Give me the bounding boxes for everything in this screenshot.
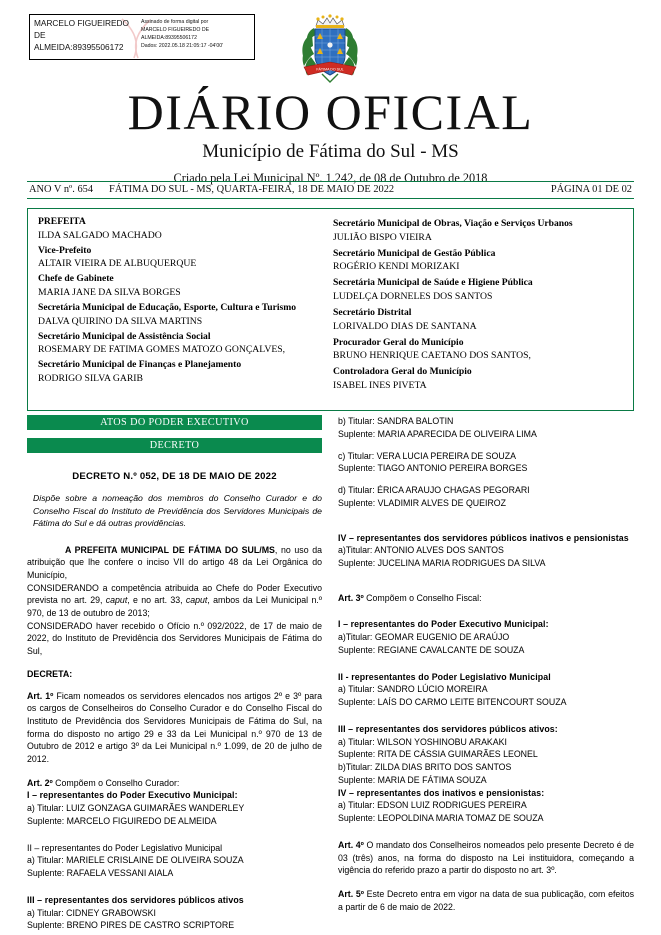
- art1-label: Art. 1º: [27, 690, 54, 701]
- art4-text: O mandato dos Conselheiros nomeados pelo presente Decreto é de 03 (três) anos, na forma do disposto na Lei instituidora, começando a vigência do referido prazo a partir do disposto no art. 3º.: [338, 839, 635, 876]
- curador-group3-cont-line: Suplente: VLADIMIR ALVES DE QUEIROZ: [338, 497, 507, 508]
- decree-preamble: [27, 544, 322, 582]
- signature-box: [29, 14, 255, 60]
- decree-art1: [27, 690, 322, 766]
- curador-group3-cont-line: Suplente: MARIA APARECIDA DE OLIVEIRA LIMA: [338, 428, 537, 439]
- curador-group2-header: II – representantes do Poder Legislativo Municipal: [27, 842, 223, 853]
- decree-art3: [338, 592, 634, 605]
- fiscal-group2-header: II - representantes do Poder Legislativo Municipal: [338, 671, 551, 682]
- curador-group1-line: Suplente: MARCELO FIGUIREDO DE ALMEIDA: [27, 815, 217, 826]
- official-name: ROGÉRIO KENDI MORIZAKI: [333, 261, 460, 273]
- considerando-1-post: , ambos da Lei Municipal n.º 970, de 13 de outubro de 2013;: [27, 595, 322, 619]
- body-column-left: [27, 415, 322, 931]
- curador-group3-cont-line: b) Titular: SANDRA BALOTIN: [338, 416, 454, 426]
- considerando-1-pre: CONSIDERANDO a competência atribuida ao Chefe do Poder Executivo prevista no art. 29,: [27, 582, 322, 606]
- official-role: Controladora Geral do Município: [333, 366, 472, 378]
- fiscal-group4-line: a) Titular: EDSON LUIZ RODRIGUES PEREIRA: [338, 800, 527, 811]
- official-role: Chefe de Gabinete: [38, 273, 114, 285]
- fiscal-group4-header: IV – representantes dos inativos e pensionistas:: [338, 787, 545, 798]
- decree-considerando-1: [27, 582, 322, 620]
- masthead: [0, 86, 661, 186]
- officials-column-right: [327, 213, 633, 410]
- official-role: Secretário Municipal de Finanças e Planejamento: [38, 359, 242, 371]
- curador-group4-line: Suplente: JUCELINA MARIA RODRIGUES DA SILVA: [338, 558, 546, 568]
- decree-art2: [27, 777, 322, 790]
- official-name: ALTAIR VIEIRA DE ALBUQUERQUE: [38, 258, 197, 270]
- masthead-subtitle: Município de Fátima do Sul - MS: [202, 141, 459, 162]
- curador-group3-line: Suplente: BRENO PIRES DE CASTRO SCRIPTORE: [27, 920, 235, 931]
- official-role: Secretário Municipal de Assistência Social: [38, 330, 211, 342]
- official-role: Secretária Municipal de Educação, Esporte, Cultura e Turismo: [38, 302, 297, 314]
- issue-info-bar: [27, 181, 634, 199]
- signature-detail-line-2: MARCELO FIGUEIREDO DE: [141, 27, 210, 34]
- fiscal-group2-line: a) Titular: SANDRO LÚCIO MOREIRA: [338, 684, 488, 695]
- curador-group1-line: a) Titular: LUIZ GONZAGA GUIMARÃES WANDERLEY: [27, 803, 245, 814]
- signature-name-line-1: MARCELO FIGUEIREDO: [34, 18, 129, 28]
- issue-date-line: FÁTIMA DO SUL - MS, QUARTA-FEIRA, 18 DE MAIO DE 2022: [109, 184, 395, 195]
- svg-text:FÁTIMA DO SUL: FÁTIMA DO SUL: [316, 67, 344, 72]
- curador-group3-cont-line: d) Titular: ÉRICA ARAUJO CHAGAS PEGORARI: [338, 485, 530, 495]
- decreta-label: DECRETA:: [27, 668, 73, 679]
- official-name: LUDELÇA DORNELES DOS SANTOS: [333, 290, 493, 302]
- art3-text: Compõem o Conselho Fiscal:: [363, 592, 482, 603]
- considerando-1-caput-1: caput: [105, 595, 128, 606]
- signature-detail-line-3: ALMEIDA:89395506172: [141, 35, 197, 42]
- signature-name: [30, 15, 138, 59]
- curador-group3-cont-line: Suplente: TIAGO ANTONIO PEREIRA BORGES: [338, 463, 528, 474]
- fiscal-group4-line: Suplente: LEOPOLDINA MARIA TOMAZ DE SOUZA: [338, 813, 544, 824]
- signature-details: [138, 15, 254, 59]
- fiscal-group3-line: Suplente: RITA DE CÁSSIA GUIMARÃES LEONEL: [338, 749, 538, 760]
- signature-detail-line-4: Dados: 2022.05.18 21:05:17 -04'00': [141, 43, 224, 50]
- curador-group2-line: Suplente: RAFAELA VESSANI AIALA: [27, 868, 174, 879]
- decree-ementa: Dispõe sobre a nomeação dos membros do Conselho Curador e do Conselho Fiscal do Instituto de Previdência dos Servidores Municipais de Fátima do Sul e dá outras providências.: [33, 493, 322, 529]
- signature-name-line-2: DE: [34, 30, 46, 41]
- art4-label: Art. 4º: [338, 839, 364, 850]
- officials-box: [27, 208, 634, 411]
- art2-text: Compõem o Conselho Curador:: [52, 777, 180, 788]
- body-columns: [27, 415, 635, 931]
- art1-text: Ficam nomeados os servidores elencados nos artigos 2º e 3º para os cargos de Conselheiros do Conselho Curador e do Conselho Fiscal do Instituto de Previdência dos Servidores Municipais de Fátima do Sul, na forma do disposto no artigo 29 e 33 da Lei Municipal n.º 970 de 13 de Outubro de 2012 e artigo 3º da Lei Municipal n.º 1.099, de 20 de julho de 2012.: [27, 690, 322, 765]
- decree-considerando-2: CONSIDERADO haver recebido o Ofício n.º 092/2022, de 17 de maio de 2022, do Instituto de Previdência dos Servidores Municipais de Fátima do Sul,: [27, 620, 322, 657]
- body-column-right: [338, 415, 634, 915]
- curador-group3-line: a) Titular: CIDNEY GRABOWSKI: [27, 907, 156, 918]
- fiscal-group3-line: Suplente: MARIA DE FÁTIMA SOUZA: [338, 774, 487, 785]
- banner-atos-poder-executivo: ATOS DO PODER EXECUTIVO: [27, 415, 322, 430]
- official-name: ROSEMARY DE FATIMA GOMES MATOZO GONÇALVES,: [38, 344, 286, 356]
- signature-detail-line-1: Assinado de forma digital por: [141, 19, 209, 25]
- fiscal-group1-line: a)Titular: GEOMAR EUGENIO DE ARAÚJO: [338, 632, 510, 643]
- curador-group4-header: IV – representantes dos servidores públicos inativos e pensionistas: [338, 532, 629, 543]
- page-title: DIÁRIO OFICIAL: [127, 84, 534, 140]
- considerando-1-caput-2: caput: [185, 595, 208, 606]
- curador-group3-cont-line: c) Titular: VERA LUCIA PEREIRA DE SOUZA: [338, 450, 516, 461]
- decree-title: DECRETO N.º 052, DE 18 DE MAIO DE 2022: [72, 471, 277, 482]
- fiscal-group1-header: I – representantes do Poder Executivo Municipal:: [338, 619, 549, 630]
- official-role: Secretário Municipal de Gestão Pública: [333, 247, 496, 259]
- art3-label: Art. 3º: [338, 592, 364, 603]
- official-role: Secretária Municipal de Saúde e Higiene Pública: [333, 277, 533, 289]
- issue-year-number: ANO V nº. 654: [29, 184, 94, 195]
- art5-label: Art. 5º: [338, 888, 364, 899]
- considerando-1-mid: , e no art. 33,: [127, 595, 186, 606]
- fiscal-group2-line: Suplente: LAÍS DO CARMO LEITE BITENCOURT SOUZA: [338, 697, 567, 708]
- curador-group1-header: I – representantes do Poder Executivo Municipal:: [27, 790, 238, 801]
- art2-label: Art. 2º: [27, 777, 53, 788]
- official-role: Procurador Geral do Município: [333, 336, 464, 348]
- official-name: JULIÃO BISPO VIEIRA: [333, 231, 432, 243]
- official-name: BRUNO HENRIQUE CAETANO DOS SANTOS,: [333, 350, 531, 362]
- official-name: LORIVALDO DIAS DE SANTANA: [333, 320, 477, 332]
- official-role: Secretário Distrital: [333, 307, 412, 319]
- official-name: RODRIGO SILVA GARIB: [38, 372, 143, 384]
- decree-art4: [338, 839, 634, 877]
- curador-group2-line: a) Titular: MARIELE CRISLAINE DE OLIVEIRA SOUZA: [27, 855, 244, 866]
- art5-text: Este Decreto entra em vigor na data de sua publicação, com efeitos a partir de 6 de maio de 2022.: [338, 888, 634, 912]
- official-role: Secretário Municipal de Obras, Viação e Serviços Urbanos: [333, 218, 573, 229]
- preamble-rest: , no uso da atribuição que lhe confere o inciso VII do artigo 48 da Lei Orgânica do Município,: [27, 544, 322, 581]
- fiscal-group3-line: a) Titular: WILSON YOSHINOBU ARAKAKI: [338, 736, 507, 747]
- officials-column-left: [28, 213, 327, 410]
- decree-art5: [338, 888, 634, 913]
- fiscal-group3-header: III – representantes dos servidores públicos ativos:: [338, 723, 558, 734]
- coat-of-arms-icon: [296, 12, 364, 88]
- curador-group3-header: III – representantes dos servidores públicos ativos: [27, 894, 244, 905]
- digital-signature-block: [29, 14, 255, 60]
- official-name: ILDA SALGADO MACHADO: [38, 229, 162, 241]
- official-name: MARIA JANE DA SILVA BORGES: [38, 286, 181, 298]
- official-name: ISABEL INES PIVETA: [333, 379, 427, 391]
- masthead-law-line: Criado pela Lei Municipal Nº. 1.242, de 08 de Outubro de 2018: [173, 170, 488, 185]
- curador-group4-line: a)Titular: ANTONIO ALVES DOS SANTOS: [338, 545, 504, 556]
- preamble-lead: A PREFEITA MUNICIPAL DE FÁTIMA DO SUL/MS: [65, 544, 275, 555]
- fiscal-group3-line: b)Titular: ZILDA DIAS BRITO DOS SANTOS: [338, 762, 512, 773]
- official-role: PREFEITA: [38, 216, 86, 227]
- banner-decreto: DECRETO: [27, 438, 322, 453]
- official-name: DALVA QUIRINO DA SILVA MARTINS: [38, 315, 203, 327]
- page-indicator: PÁGINA 01 DE 02: [550, 184, 632, 195]
- fiscal-group1-line: Suplente: REGIANE CAVALCANTE DE SOUZA: [338, 644, 525, 655]
- official-role: Vice-Prefeito: [38, 244, 92, 256]
- signature-name-line-3: ALMEIDA:89395506172: [34, 42, 124, 53]
